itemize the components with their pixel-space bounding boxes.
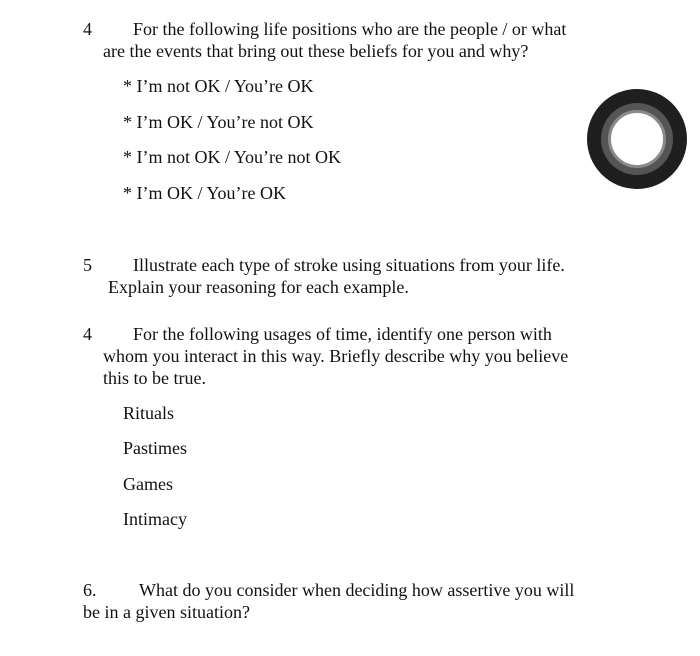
question-4-text-line-2: be in a given situation?	[83, 602, 250, 622]
question-4-number: 6.	[83, 580, 97, 600]
question-4-text-line-1: What do you consider when deciding how assertive you will	[139, 580, 575, 600]
question-2-number: 5	[83, 255, 92, 275]
question-3-text-line-2: whom you interact in this way. Briefly describe why you believe	[103, 346, 569, 366]
circle-button-ring-icon	[601, 103, 673, 175]
question-1-text-line-1: For the following life positions who are the people / or what	[133, 19, 567, 39]
question-2-text-line-1: Illustrate each type of stroke using situations from your life.	[133, 255, 565, 275]
time-usage-item: Pastimes	[123, 438, 188, 458]
floating-circle-button[interactable]	[587, 89, 687, 189]
life-position-item: * I’m OK / You’re OK	[123, 183, 286, 203]
question-1-text-line-2: are the events that bring out these beliefs for you and why?	[103, 41, 529, 61]
life-position-item: * I’m OK / You’re not OK	[123, 112, 314, 132]
question-1-number: 4	[83, 19, 92, 39]
life-position-item: * I’m not OK / You’re not OK	[123, 147, 341, 167]
circle-button-center	[608, 110, 666, 168]
time-usage-item: Games	[123, 474, 173, 494]
question-2-text-line-2: Explain your reasoning for each example.	[108, 277, 409, 297]
life-position-item: * I’m not OK / You’re OK	[123, 76, 314, 96]
time-usage-item: Intimacy	[123, 509, 187, 529]
time-usage-item: Rituals	[123, 403, 175, 423]
question-3-number: 4	[83, 324, 92, 344]
question-3-text-line-3: this to be true.	[103, 368, 206, 388]
question-3-text-line-1: For the following usages of time, identify one person with	[133, 324, 552, 344]
